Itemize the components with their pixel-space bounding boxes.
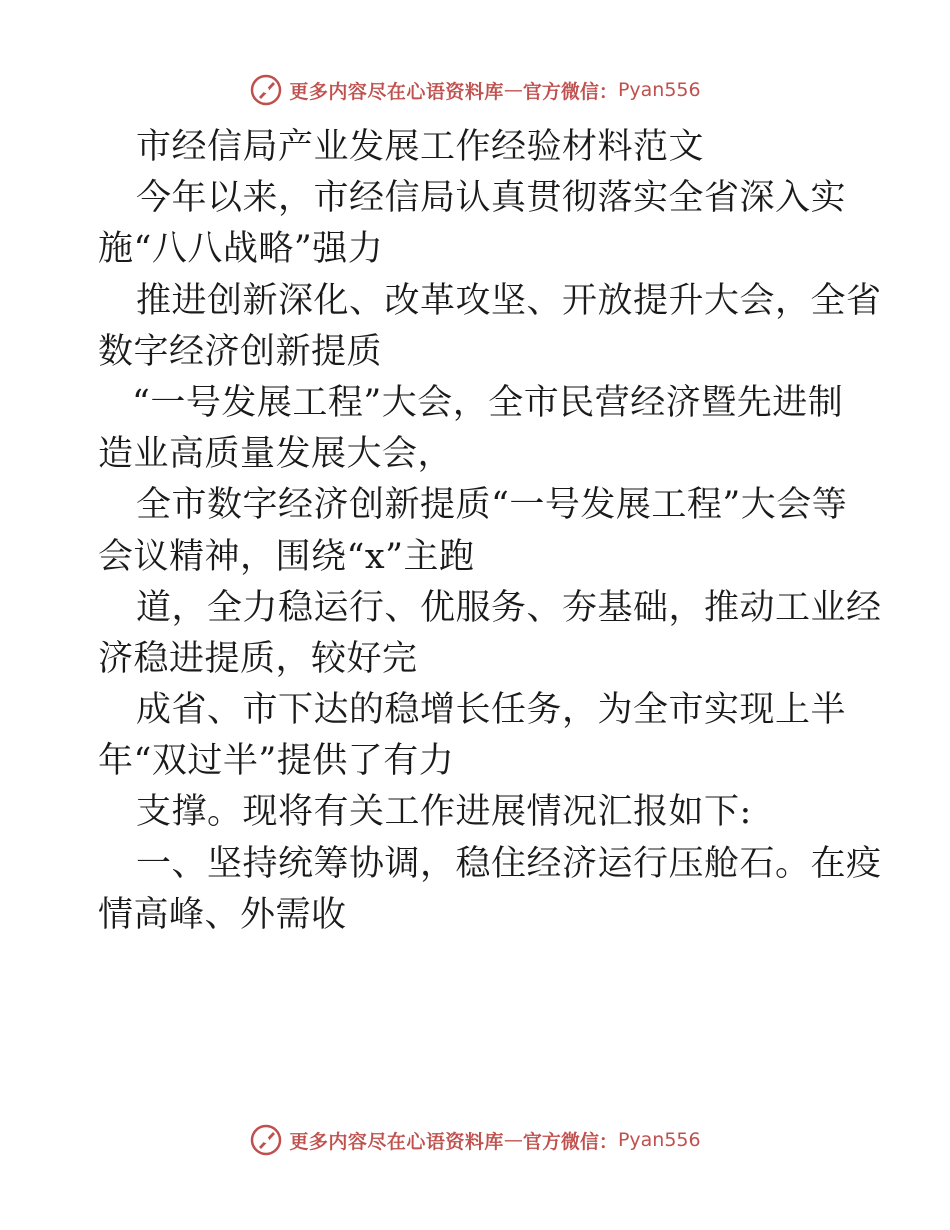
quill-circle-icon [249,1123,283,1157]
watermark-wechat-label: 官方微信： [522,1130,618,1153]
watermark-site-text: 更多内容尽在心语资料库 [289,80,504,103]
watermark-header [0,70,950,110]
paragraph-line: 情高峰、外需收 [98,894,347,935]
paragraph-line: 数字经济创新提质 [98,331,383,372]
paragraph-line: 支撑。现将有关工作进展情况汇报如下: [136,792,752,833]
paragraph-line: 年“双过半”提供了有力 [98,741,455,782]
paragraph-line: 成省、市下达的稳增长任务，为全市实现上半 [136,690,847,731]
document-body [98,122,882,941]
watermark-account: Pyan556 [617,1129,701,1151]
watermark-separator: — [503,1129,523,1151]
watermark-footer [0,1120,950,1160]
paragraph-line: 今年以来，市经信局认真贯彻落实全省深入实 [136,178,847,219]
paragraph-line: 济稳进提质，较好完 [98,638,418,679]
paragraph-line: 推进创新深化、改革攻坚、开放提升大会，全省 [136,280,882,321]
paragraph-line: 施“八八战略”强力 [98,229,384,270]
quill-circle-icon [249,73,283,107]
paragraph-line: 一、坚持统筹协调，稳住经济运行压舱石。在疫 [136,843,882,884]
watermark-account: Pyan556 [617,79,701,101]
paragraph-line: 道，全力稳运行、优服务、夯基础，推动工业经 [136,587,882,628]
paragraph-line: 全市数字经济创新提质“一号发展工程”大会等 [136,485,848,526]
watermark-separator: — [503,79,523,101]
paragraph-line: “一号发展工程”大会，全市民营经济暨先进制 [132,382,844,423]
watermark-wechat-label: 官方微信： [522,80,618,103]
watermark-site-text: 更多内容尽在心语资料库 [289,1130,504,1153]
document-title: 市经信局产业发展工作经验材料范文 [136,127,705,167]
paragraph-line: 造业高质量发展大会， [98,434,454,475]
paragraph-line: 会议精神，围绕“x”主跑 [98,536,475,577]
